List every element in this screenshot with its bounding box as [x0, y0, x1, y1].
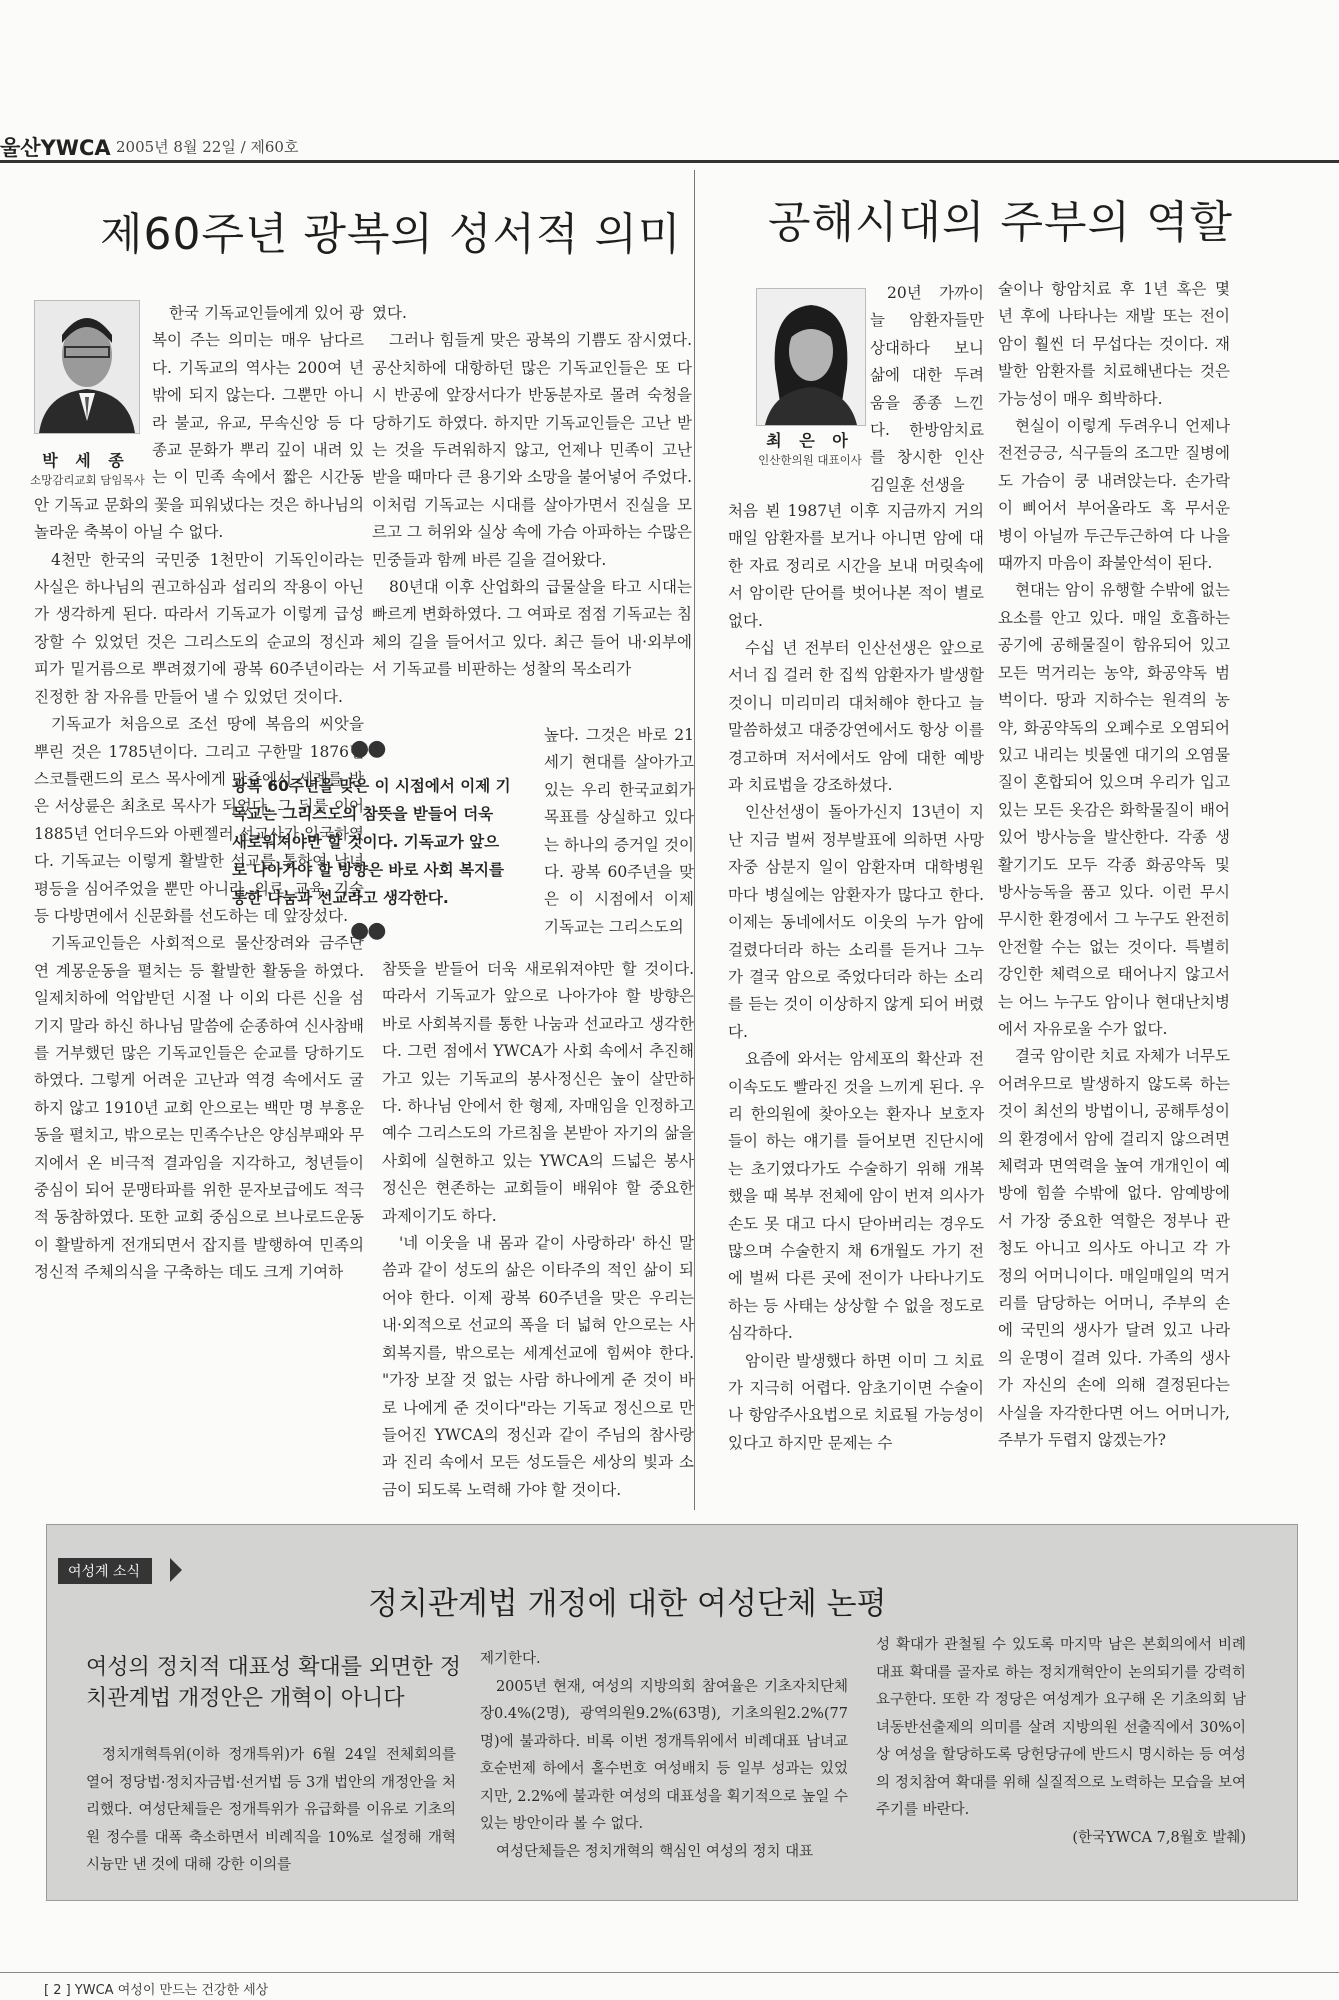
- pullquote-dots-bottom: ●●: [350, 918, 385, 943]
- author-name: 박 세 종: [42, 451, 130, 470]
- paragraph: 참뜻을 받들어 더욱 새로워져야만 할 것이다. 따라서 기독교가 앞으로 나아가야 할 방향은 바로 사회복지를 통한 나눔과 선교라고 생각한다. 그런 점에서 YWCA가 사회 속에서 추진해가고 있는 기독교의 봉사정신은 높이 살만하다. 하나님 안에서 한 형제, 자매임을 인정하고 예수 그리스도의 가르침을 본받아 자기의 삶을 사회에 실현하고 있는 YWCA의 드넓은 봉사정신은 현존하는 교회들이 배워야 할 중요한 과제이기도 하다.: [382, 960, 694, 1225]
- pullquote-dots-top: ●●: [350, 736, 385, 761]
- author-role: 인산한의원 대표이사: [758, 453, 862, 467]
- paragraph: 정치개혁특위(이하 정개특위)가 6월 24일 전체회의를 열어 정당법·정치자금법·선거법 등 3개 법안의 개정안을 처리했다. 여성단체들은 정개특위가 유급화를 이유로 기초의원 정수를 대폭 축소하면서 비례직을 10%로 설정해 개혁 시늉만 낸 것에 대해 강한 이의를: [86, 1747, 456, 1873]
- article2-column-1-top: [870, 280, 984, 498]
- paragraph: 2005년 현재, 여성의 지방의회 참여율은 기초자치단체장0.4%(2명), 광역의원9.2%(63명), 기초의원2.2%(77명)에 불과하다. 비록 이번 정개특위에서 비례대표 남녀교호순번제 하에서 홀수번호 여성배치 등 일부 성과는 있었지만, 2.2%에 불과한 여성의 대표성을 획기적으로 높일 수 있는 방안이라 볼 수 없다.: [480, 1678, 848, 1832]
- news-title: 정치관계법 개정에 대한 여성단체 논평: [368, 1586, 887, 1622]
- news-source: (한국YWCA 7,8월호 발췌): [1072, 1829, 1246, 1846]
- author-name: 최 은 아: [766, 431, 854, 450]
- author-role: 소망감리교회 담임목사: [30, 473, 145, 487]
- paragraph: 기독교가 처음으로 조선 땅에 복음의 씨앗을 뿌린 것은 1785년이다. 그리고 구한말 1876년 스코틀랜드의 로스 목사에게 만주에서 세례를 받은 서상륜은 최초로 목사가 되었다. 그 뒤를 이어 1885년 언더우드와 아펜젤러 선교사가 입국하였다. 기독교는 이렇게 활발한 선교를 통하여 남녀평등을 심어주었을 뿐만 아니라, 의료, 교육, 기술 등 다방면에서 신문화를 선도하는 데 앞장섰다.: [34, 715, 364, 925]
- paragraph: 한국 기독교인들에게 있어 광복이 주는 의미는 매우 남다르다. 기독교의 역사는 200여 년 밖에 되지 않는다. 그뿐만 아니라 불교, 유교, 무속신앙 등 다종교 문화가 뿌리 깊이 내려 있는 이 민족 속에서 짧은 시간동안 기독교 문화의 꽃을 피워냈다는 것은 하나님의 놀라운 축복이 아닐 수 없다.: [34, 304, 364, 542]
- paragraph: 였다.: [372, 304, 407, 322]
- column-divider: [694, 170, 695, 1510]
- paragraph: 높다. 그것은 바로 21세기 현대를 살아가고 있는 우리 한국교회가 목표를 상실하고 있다는 하나의 증거일 것이다. 광복 60주년을 맞은 이 시점에서 이제 기독교는 그리스도의: [544, 726, 694, 936]
- article1-column-2-bottom: [382, 956, 694, 1516]
- article2-column-1: [728, 498, 984, 1498]
- paragraph: 그러나 힘들게 맞은 광복의 기쁨도 잠시였다. 공산치하에 대항하던 많은 기독교인들은 또 다시 반공에 앞장서다가 반동분자로 몰려 숙청을 당하기도 하였다. 하지만 기독교인들은 고난 받는 것을 두려워하지 않고, 언제나 민족이 고난 받을 때마다 큰 용기와 소망을 불어넣어 주었다. 이처럼 기독교는 시대를 살아가면서 진실을 모르고 그 허위와 실상 속에 가슴 아파하는 수많은 민중들과 함께 바른 길을 걸어왔다.: [372, 331, 692, 569]
- paragraph: 요즘에 와서는 암세포의 확산과 전이속도도 빨라진 것을 느끼게 된다. 우리 한의원에 찾아오는 환자나 보호자들이 하는 얘기를 들어보면 진단시에는 초기였다가도 수술하기 위해 개복했을 때 복부 전체에 암이 번져 의사가 손도 못 대고 다시 닫아버리는 경우도 많으며 수술한지 채 6개월도 가기 전에 벌써 다른 곳에 전이가 나타나기도 하는 등 사태는 상상할 수 없을 정도로 심각하다.: [728, 1050, 984, 1343]
- news-column-2: [480, 1646, 848, 1894]
- article1-column-2-side: [544, 722, 694, 954]
- article1-headline: 제60주년 광복의 성서적 의미: [100, 209, 682, 260]
- paragraph: '네 이웃을 내 몸과 같이 사랑하라' 하신 말씀과 같이 성도의 삶은 이타주의 적인 삶이 되어야 한다. 이제 광복 60주년을 맞은 우리는 내·외적으로 선교의 폭을 더 넓혀 안으로는 사회복지를, 밖으로는 세계선교에 힘써야 한다. "가장 보잘 것 없는 사람 하나에게 준 것이 바로 나에게 준 것이다"라는 기독교 정신으로 만들어진 YWCA의 정신과 같이 주님의 참사랑과 진리 속에서 모든 성도들은 세상의 빛과 소금이 되도록 노력해 가야 할 것이다.: [382, 1234, 694, 1499]
- author-photo: [756, 288, 866, 426]
- article2-column-2: [998, 276, 1230, 1476]
- article2-headline: 공해시대의 주부의 역할: [768, 197, 1234, 248]
- paragraph: 20년 가까이 늘 암환자들만 상대하다 보니 삶에 대한 두려움을 종종 느낀다. 한방암치료를 창시한 인산 김일훈 선생을: [870, 284, 984, 494]
- masthead-rule: [0, 160, 1339, 163]
- page-footer: [ 2 ] YWCA 여성이 만드는 건강한 세상: [44, 1983, 269, 1998]
- issue-date: 2005년 8월 22일 / 제60호: [116, 138, 299, 156]
- pullquote: 광복 60주년을 맞은 이 시점에서 이제 기독교는 그리스도의 참뜻을 받들어 더욱 새로워져야만 할 것이다. 기독교가 앞으로 나아가야 할 방향은 바로 사회 복지를 통한 나눔과 선교라고 생각한다.: [232, 777, 511, 907]
- paragraph: 4천만 한국의 국민중 1천만이 기독인이라는 사실은 하나님의 권고하심과 섭리의 작용이 아닌가 생각하게 된다. 따라서 기독교가 이렇게 급성장할 수 있었던 것은 그리스도의 순교의 정신과 피가 밑거름으로 뿌려졌기에 광복 60주년이라는 진정한 참 자유를 만들어 낼 수 있었던 것이다.: [34, 550, 364, 706]
- news-column-1: [86, 1742, 456, 1892]
- paragraph: 제기한다.: [480, 1651, 541, 1667]
- paragraph: 성 확대가 관철될 수 있도록 마지막 남은 본회의에서 비례대표 확대를 골자로 하는 정치개혁안이 논의되기를 강력히 요구한다. 또한 각 정당은 여성계가 요구해 온 기초의회 남녀동반선출제의 의미를 살려 지방의원 선출직에서 30%이상 여성을 할당하도록 당헌당규에 반드시 명시하는 등 여성의 정치참여 확대를 위해 실질적으로 노력하는 모습을 보여주기를 바란다.: [876, 1637, 1246, 1818]
- paragraph: 결국 암이란 치료 자체가 너무도 어려우므로 발생하지 않도록 하는 것이 최선의 방법이니, 공해투성이의 환경에서 암에 걸리지 않으려면 체력과 면역력을 높여 개개인이 예방에 힘쓸 수밖에 없다. 암예방에서 가장 중요한 역할은 정부나 관청도 아니고 의사도 아니고 각 가정의 어머니이다. 매일매일의 먹거리를 담당하는 어머니, 주부의 손에 국민의 생사가 달려 있고 나라의 운명이 걸려 있다. 가족의 생사가 자신의 손에 의해 결정된다는 사실을 자각한다면 어느 어머니가, 주부가 두렵지 않겠는가?: [998, 1047, 1230, 1450]
- paragraph: 80년대 이후 산업화의 급물살을 타고 시대는 빠르게 변화하였다. 그 여파로 점점 기독교는 침체의 길을 들어서고 있다. 최근 들어 내·외부에서 기독교를 비판하는 성찰의 목소리가: [372, 578, 692, 679]
- news-column-3: [876, 1632, 1246, 1894]
- masthead-title: 울산YWCA: [0, 136, 111, 160]
- section-tag: 여성계 소식: [58, 1558, 152, 1584]
- paragraph: 현실이 이렇게 두려우니 언제나 전전긍긍, 식구들의 조그만 질병에도 가슴이 쿵 내려앉는다. 손가락이 삐어서 부어올라도 혹 무서운 병이 아닐까 두근두근하여 다 나을 때까지 마음이 좌불안석이 된다.: [998, 417, 1230, 573]
- paragraph: 인산선생이 돌아가신지 13년이 지난 지금 벌써 정부발표에 의하면 사망자중 삼분지 일이 암환자며 대학병원마다 병실에는 암환자가 많다고 한다. 이제는 동네에서도 이웃의 누가 암에 걸렸다더라 하는 소리를 듣거나 그누가 결국 암으로 죽었다더라 하는 소리를 듣는 것이 이상하지 않게 되어 버렸다.: [728, 803, 984, 1041]
- paragraph: 현대는 암이 유행할 수밖에 없는 요소를 안고 있다. 매일 호흡하는 공기에 공해물질이 함유되어 있고 모든 먹거리는 농약, 화공약독 범벅이다. 땅과 지하수는 원격의 농약, 화공약독의 오폐수로 오염되어 있고 내리는 빗물엔 대기의 오염물질이 혼합되어 있으며 우리가 입고 있는 모든 옷감은 화학물질이 배어 있어 방사능을 발산한다. 각종 생활기기도 모두 각종 화공약독 및 방사능독을 품고 있다. 이런 무시무시한 환경에서 그 누구도 완전히 안전할 수는 없는 것이다. 특별히 강인한 체력으로 태어나지 않고서는 어느 누구도 암이나 현대난치병에서 자유로울 수가 없다.: [998, 581, 1230, 1038]
- footer-rule: [0, 1972, 1339, 1973]
- paragraph: 술이나 항암치료 후 1년 혹은 몇 년 후에 나타나는 재발 또는 전이암이 훨씬 더 무섭다는 것이다. 재발한 암환자를 치료해낸다는 것은 가능성이 매우 희박하다.: [998, 280, 1230, 408]
- section-tag-arrow: [170, 1558, 182, 1582]
- paragraph: 수십 년 전부터 인산선생은 앞으로 서너 집 걸러 한 집씩 암환자가 발생할 것이니 미리미리 대처해야 한다고 늘 말씀하셨고 대중강연에서도 항상 이를 경고하며 저서에서도 암에 대한 예방과 치료법을 강조하셨다.: [728, 639, 984, 795]
- news-subhead: 여성의 정치적 대표성 확대를 외면한 정치관계법 개정안은 개혁이 아니다: [86, 1655, 461, 1711]
- paragraph: 처음 뵌 1987년 이후 지금까지 거의 매일 암환자를 보거나 아니면 암에 대한 자료 정리로 시간을 보내 머릿속에서 암이란 단어를 벗어나본 적이 별로 없다.: [728, 502, 984, 630]
- paragraph: 기독교인들은 사회적으로 물산장려와 금주단연 계몽운동을 펼치는 등 활발한 활동을 하였다. 일제치하에 억압받던 시절 나 이외 다른 신을 섬기지 말라 하신 하나님 말씀에 순종하여 신사참배를 거부했던 많은 기독교인들은 순교를 당하기도 하였다. 그렇게 어려운 고난과 역경 속에서도 굴하지 않고 1910년 교회 안으로는 백만 명 부흥운동을 펼치고, 밖으로는 민족수난은 양심부패와 무지에서 온 비극적 결과임을 지각하고, 청년들이 중심이 되어 문맹타파를 위한 문자보급에도 적극적 동참하였다. 또한 교회 중심으로 브나로드운동이 활발하게 전개되면서 잡지를 발행하여 민족의 정신적 주체의식을 구축하는 데도 크게 기여하: [34, 934, 364, 1282]
- paragraph: 암이란 발생했다 하면 이미 그 치료가 지극히 어렵다. 암초기이면 수술이나 항암주사요법으로 치료될 가능성이 있다고 하지만 문제는 수: [728, 1351, 984, 1452]
- article1-column-2: [372, 300, 692, 720]
- paragraph: 여성단체들은 정치개혁의 핵심인 여성의 정치 대표: [495, 1843, 814, 1860]
